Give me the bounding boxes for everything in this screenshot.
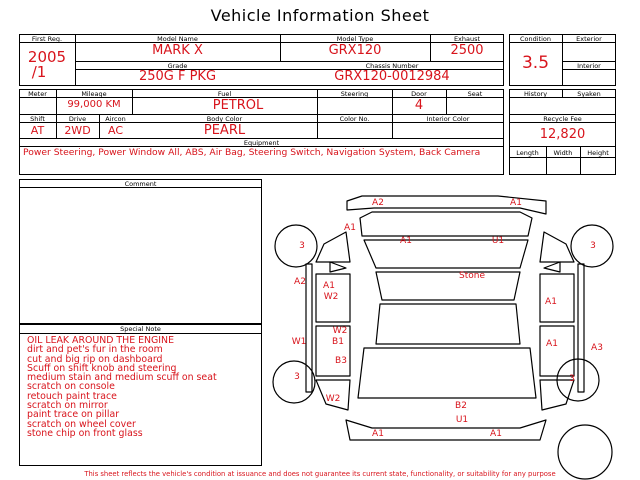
note-item: OIL LEAK AROUND THE ENGINE [27, 335, 174, 346]
shift-label: Shift [30, 115, 45, 123]
first-reg-year: 2005 [27, 48, 67, 66]
door-label: Door [411, 90, 427, 98]
note-item: paint trace on pillar [27, 409, 120, 421]
height-label: Height [587, 149, 609, 157]
note-item: cut and big rip on dashboard [27, 353, 163, 365]
condition-label: Condition [519, 35, 552, 43]
mark-front-wheel-right: 3 [590, 241, 596, 251]
special-note-label: Special Note [120, 325, 161, 333]
shift-value: AT [30, 124, 45, 137]
seat-label: Seat [467, 90, 483, 98]
note-item: scratch on mirror [27, 400, 108, 412]
interior-color-label: Interior Color [426, 115, 470, 123]
mileage-label: Mileage [81, 90, 107, 98]
body-color-label: Body Color [206, 115, 243, 123]
hood [360, 212, 532, 236]
width-label: Width [553, 149, 573, 157]
right-sill [578, 264, 584, 392]
mark-rear-door-left-w1: W1 [291, 337, 307, 347]
aircon-label: Aircon [105, 115, 126, 123]
chassis-number-label: Chassis Number [365, 62, 419, 70]
model-type-label: Model Type [336, 35, 374, 43]
mark-front-corner-left: A1 [344, 223, 356, 233]
comment-label: Comment [124, 180, 157, 188]
meter-label: Meter [28, 90, 47, 98]
mark-front-fender-left-a1: A1 [323, 281, 335, 291]
right-mirror [544, 262, 560, 272]
mark-rear-door-left-w2: W2 [332, 326, 348, 336]
first-reg-label: First Reg. [31, 35, 63, 43]
rear-left-wheel [273, 361, 315, 403]
grade-label: Grade [167, 62, 188, 70]
condition-score: 3.5 [521, 53, 550, 73]
mark-hood-left: A1 [400, 236, 412, 246]
chassis-number-value: GRX120-0012984 [334, 69, 450, 84]
mark-front-fender-left-w2: W2 [323, 292, 339, 302]
mark-trunk: B2 [455, 401, 467, 411]
mark-hood-right: U1 [491, 236, 505, 246]
sheet-title: Vehicle Information Sheet [210, 6, 430, 25]
mark-rear-bumper-right: A1 [490, 429, 502, 439]
mark-windshield: Stone [459, 271, 485, 281]
mark-rear-wheel-left: 3 [294, 372, 300, 382]
note-item: Scuff on shift knob and steering [27, 362, 177, 374]
mark-rear-fender-right: A3 [591, 343, 603, 353]
trunk [358, 348, 536, 398]
door-value: 4 [414, 98, 424, 113]
note-item: dirt and pet's fur in the room [27, 344, 163, 356]
note-item: stone chip on front glass [27, 427, 143, 439]
mark-front-bumper-left: A2 [372, 198, 384, 208]
syaken-label: Syaken [577, 90, 601, 98]
fuel-value: PETROL [212, 98, 264, 113]
mark-rear-door-left-b1: B1 [332, 337, 344, 347]
color-no-label: Color No. [339, 115, 370, 123]
fuel-label: Fuel [217, 90, 232, 98]
right-rear-door [540, 326, 574, 376]
exterior-label: Exterior [576, 35, 602, 43]
rear-window [376, 304, 520, 344]
model-name-label: Model Name [157, 35, 198, 43]
drive-value: 2WD [64, 124, 91, 137]
model-type-value: GRX120 [328, 43, 382, 58]
exhaust-label: Exhaust [453, 35, 481, 43]
mark-rear-quarter-left: W2 [325, 394, 341, 404]
left-sill [306, 264, 312, 392]
front-left-wheel [275, 225, 317, 267]
left-mirror [330, 262, 346, 272]
right-front-fender [540, 232, 574, 262]
equipment-value: Power Steering, Power Window All, ABS, Air Bag, Steering Switch, Navigation System, Back Camera [23, 147, 481, 158]
exhaust-value: 2500 [450, 43, 484, 58]
equipment-label: Equipment [243, 139, 280, 147]
recycle-fee-value: 12,820 [539, 127, 586, 142]
mark-rear-bumper-center: U1 [455, 415, 469, 425]
mark-front-door-right: A1 [545, 297, 557, 307]
note-item: scratch on console [27, 381, 115, 393]
mark-front-bumper-right: A1 [510, 198, 522, 208]
recycle-fee-label: Recycle Fee [543, 115, 582, 123]
roof [376, 272, 520, 300]
mark-rear-wheel-right: 3 [569, 374, 575, 384]
left-front-fender [316, 232, 350, 262]
note-item: retouch paint trace [27, 390, 117, 402]
model-name-value: MARK X [152, 43, 203, 58]
note-item: scratch on wheel cover [27, 418, 136, 430]
mark-rear-fender-left: B3 [335, 356, 347, 366]
first-reg-month: /1 [31, 63, 47, 81]
mark-rear-bumper-left: A1 [372, 429, 384, 439]
mark-front-fender-left: A2 [294, 277, 306, 287]
mark-front-wheel-left: 3 [299, 241, 305, 251]
drive-label: Drive [68, 115, 87, 123]
disclaimer-footer: This sheet reflects the vehicle's condition at issuance and does not guarantee its current state, functionality, or suitability for any purpose [84, 470, 556, 478]
history-label: History [523, 90, 548, 98]
body-color-value: PEARL [203, 123, 246, 138]
grade-value: 250G F PKG [138, 69, 217, 84]
length-label: Length [516, 149, 539, 157]
interior-label: Interior [577, 62, 601, 70]
mileage-value: 99,000 KM [67, 99, 121, 110]
steering-label: Steering [340, 90, 369, 98]
aircon-value: AC [107, 124, 123, 137]
mark-rear-door-right-a1: A1 [546, 339, 558, 349]
note-item: medium stain and medium scuff on seat [27, 372, 217, 384]
